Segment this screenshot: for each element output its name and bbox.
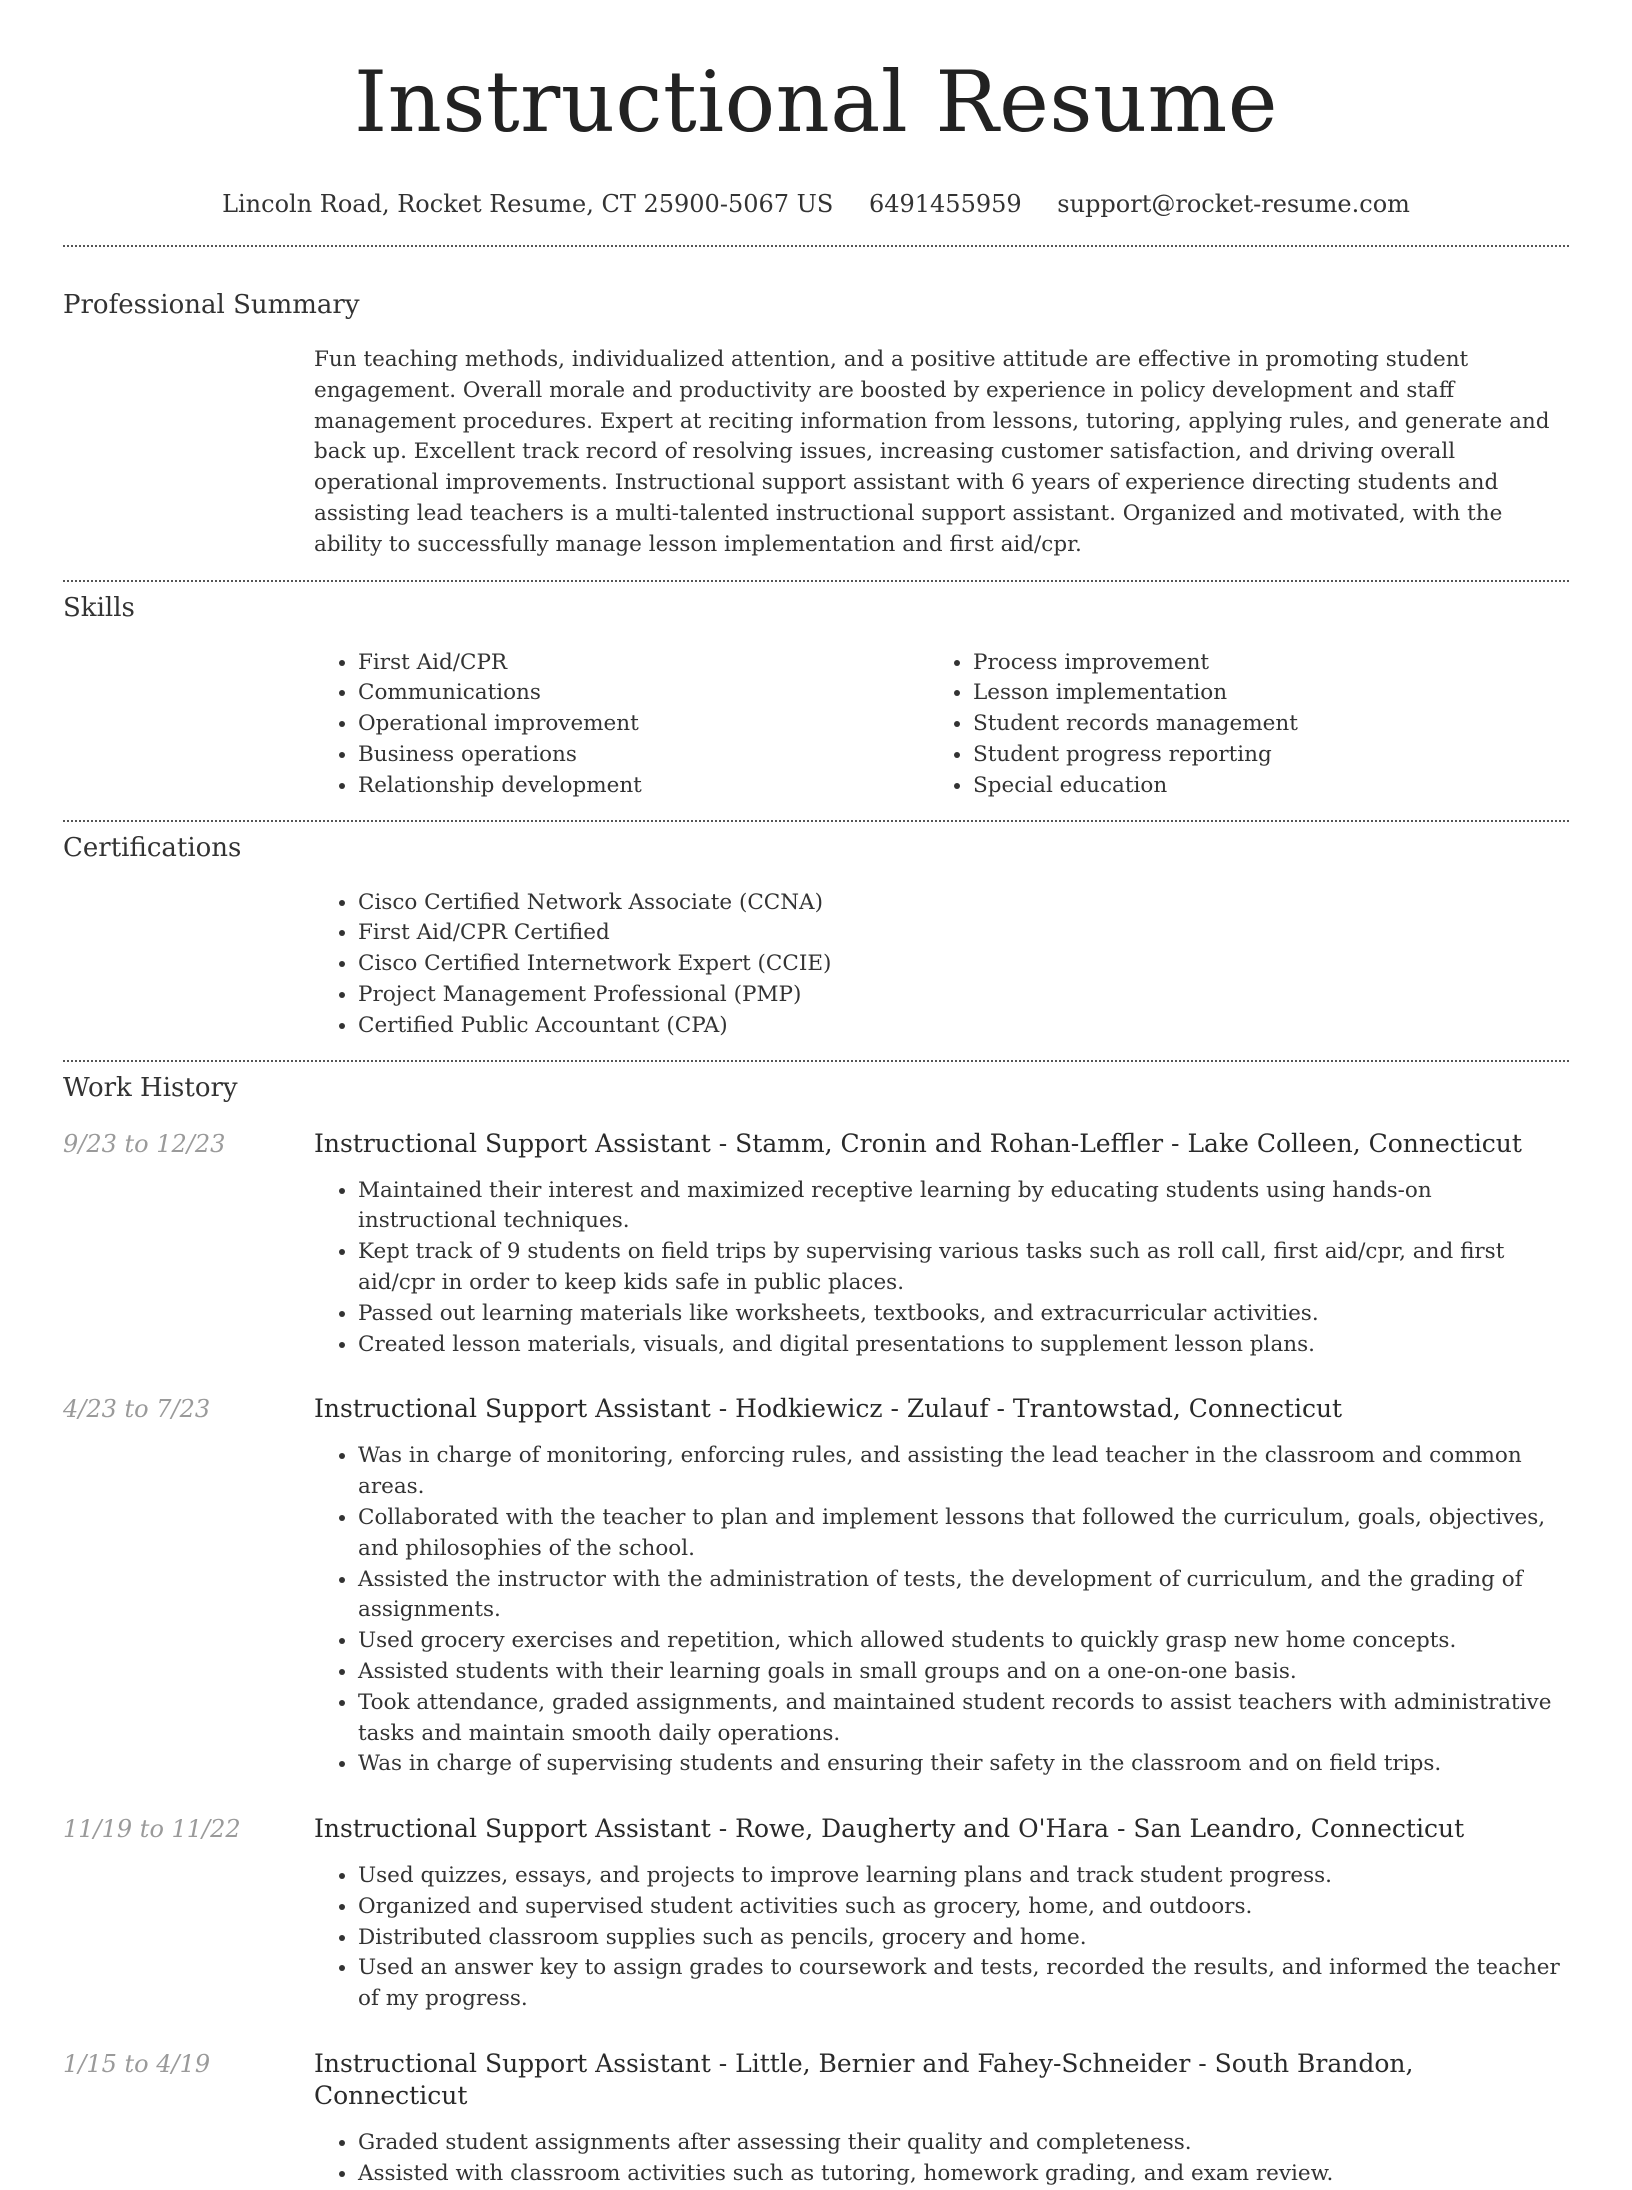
section-title-work: Work History (63, 1072, 238, 1103)
skill-item: • Relationship development (358, 771, 929, 802)
summary-section (63, 289, 1569, 561)
job-bullet: • Used quizzes, essays, and projects to improve learning plans and track student progress. (358, 1861, 1569, 1892)
job-bullet: • Distributed classroom supplies such as pencils, grocery and home. (358, 1923, 1569, 1954)
divider (63, 820, 1569, 822)
job-title: Instructional Support Assistant - Hodkiewicz - Zulauf - Trantowstad, Connecticut (314, 1394, 1343, 1424)
job-bullet: • Graded student assignments after assessing their quality and completeness. (358, 2128, 1569, 2159)
contact-phone: 6491455959 (868, 190, 1022, 218)
skill-item: • Special education (973, 771, 1544, 802)
section-title-skills: Skills (63, 592, 135, 623)
resume-name: Instructional Resume (354, 53, 1278, 151)
contact-address: Lincoln Road, Rocket Resume, CT 25900-5067 US (222, 190, 834, 218)
job-dates: 11/19 to 11/22 (63, 1815, 241, 1844)
job-title: Instructional Support Assistant - Rowe, Daugherty and O'Hara - San Leandro, Connecticut (314, 1814, 1465, 1844)
job-title: Instructional Support Assistant - Little, Bernier and Fahey-Schneider - South Brandon, Connecticut (314, 2049, 1414, 2111)
contact-email: support@rocket-resume.com (1057, 190, 1410, 218)
certification-item: • Certified Public Accountant (CPA) (358, 1011, 1569, 1042)
job-bullet: • Collaborated with the teacher to plan and implement lessons that followed the curriculum, goals, objectives, and philosophies of the school. (358, 1503, 1569, 1565)
certifications-list (314, 888, 1569, 1042)
skill-item: • Lesson implementation (973, 678, 1544, 709)
divider (63, 1060, 1569, 1062)
skills-list-left (314, 648, 929, 802)
certification-item: • Cisco Certified Network Associate (CCNA) (358, 888, 1569, 919)
work-history-section (63, 1072, 1569, 2190)
contact-line (63, 189, 1569, 219)
job-entry (63, 2048, 1569, 2190)
job-bullet: • Assisted with classroom activities such as tutoring, homework grading, and exam review. (358, 2159, 1569, 2190)
job-bullet: • Organized and supervised student activities such as grocery, home, and outdoors. (358, 1892, 1569, 1923)
skill-item: • First Aid/CPR (358, 648, 929, 679)
job-bullet: • Assisted students with their learning goals in small groups and on a one-on-one basis. (358, 1657, 1569, 1688)
job-entry (63, 1393, 1569, 1780)
divider (63, 245, 1569, 247)
job-bullet: • Passed out learning materials like worksheets, textbooks, and extracurricular activities. (358, 1299, 1569, 1330)
job-dates: 9/23 to 12/23 (63, 1129, 226, 1158)
job-bullet: • Used grocery exercises and repetition, which allowed students to quickly grasp new home concepts. (358, 1626, 1569, 1657)
skill-item: • Communications (358, 678, 929, 709)
job-title: Instructional Support Assistant - Stamm, Cronin and Rohan-Leffler - Lake Colleen, Connecticut (314, 1128, 1522, 1158)
job-dates: 1/15 to 4/19 (63, 2050, 211, 2079)
skill-item: • Business operations (358, 740, 929, 771)
job-bullets (314, 1861, 1569, 2015)
certification-item: • Project Management Professional (PMP) (358, 980, 1569, 1011)
skills-list-right (929, 648, 1544, 802)
job-bullet: • Was in charge of monitoring, enforcing rules, and assisting the lead teacher in the classroom and common areas. (358, 1441, 1569, 1503)
job-bullets (314, 1441, 1569, 1780)
job-bullet: • Was in charge of supervising students and ensuring their safety in the classroom and on field trips. (358, 1749, 1569, 1780)
job-bullet: • Took attendance, graded assignments, and maintained student records to assist teachers with administrative tasks and maintain smooth daily operations. (358, 1688, 1569, 1750)
skill-item: • Student progress reporting (973, 740, 1544, 771)
skill-item: • Operational improvement (358, 709, 929, 740)
divider (63, 580, 1569, 582)
job-entry (63, 1813, 1569, 2015)
section-title-certifications: Certifications (63, 832, 242, 863)
summary-text: Fun teaching methods, individualized attention, and a positive attitude are effective in promoting student engagement. Overall morale and productivity are boosted by experience in policy development and staff management procedures. Expert at reciting information from lessons, tutoring, applying rules, and generate and back up. Excellent track record of resolving issues, increasing customer satisfaction, and driving overall operational improvements. Instructional support assistant with 6 years of experience directing students and assisting lead teachers is a multi-talented instructional support assistant. Organized and motivated, with the ability to successfully manage lesson implementation and first aid/cpr. (314, 347, 1550, 557)
job-bullet: • Maintained their interest and maximized receptive learning by educating students using hands-on instructional techniques. (358, 1176, 1569, 1238)
job-entry (63, 1128, 1569, 1361)
job-bullets (314, 1176, 1569, 1361)
job-bullet: • Created lesson materials, visuals, and digital presentations to supplement lesson plans. (358, 1330, 1569, 1361)
certification-item: • First Aid/CPR Certified (358, 918, 1569, 949)
certification-item: • Cisco Certified Internetwork Expert (CCIE) (358, 949, 1569, 980)
job-bullet: • Assisted the instructor with the administration of tests, the development of curriculum, and the grading of assignments. (358, 1565, 1569, 1627)
job-bullets (314, 2128, 1569, 2190)
section-title-summary: Professional Summary (63, 290, 360, 320)
job-dates: 4/23 to 7/23 (63, 1395, 211, 1424)
job-bullet: • Kept track of 9 students on field trips by supervising various tasks such as roll call, first aid/cpr, and first aid/cpr in order to keep kids safe in public places. (358, 1237, 1569, 1299)
skills-section (63, 592, 1569, 802)
job-bullet: • Used an answer key to assign grades to coursework and tests, recorded the results, and informed the teacher of my progress. (358, 1953, 1569, 2015)
certifications-section (63, 832, 1569, 1042)
skill-item: • Process improvement (973, 648, 1544, 679)
skill-item: • Student records management (973, 709, 1544, 740)
